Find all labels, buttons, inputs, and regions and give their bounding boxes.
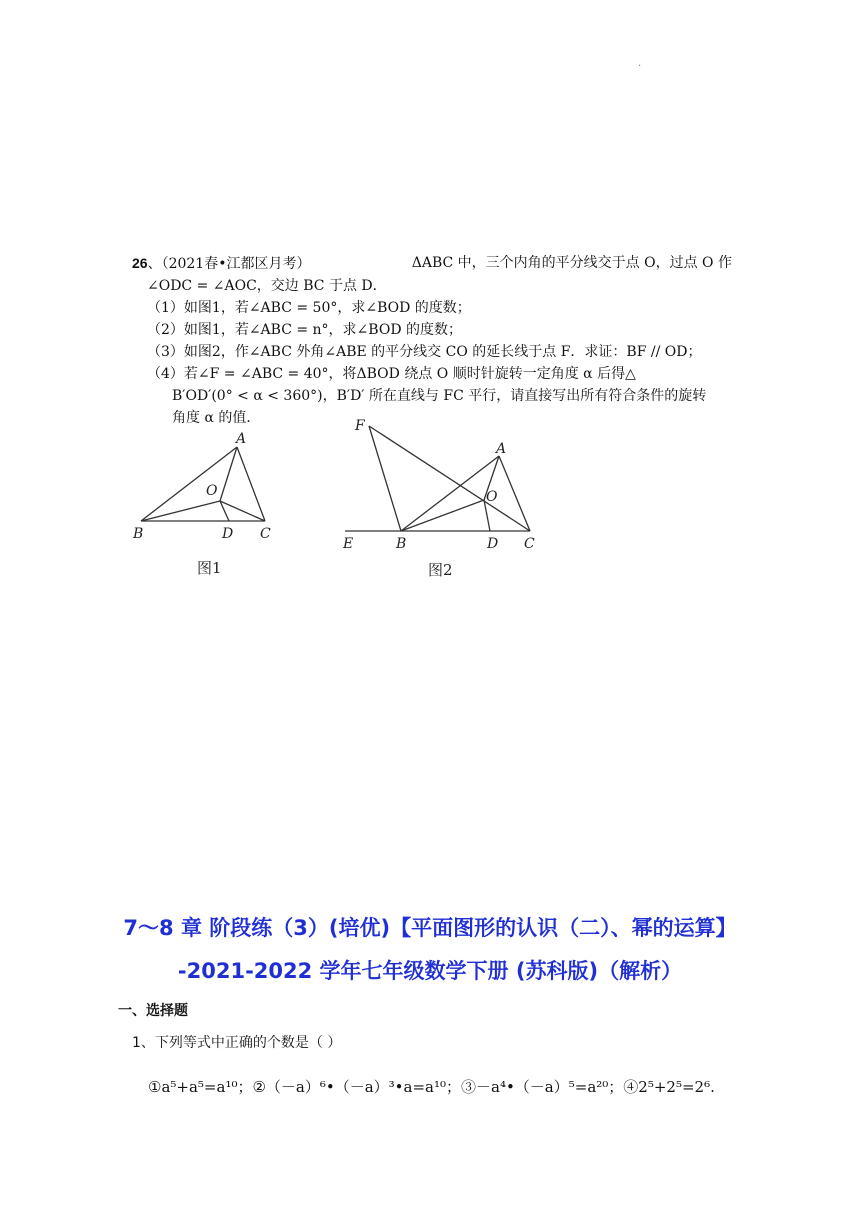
fig2-label-D: D: [487, 536, 499, 552]
problem-source: 、（2021春•江都区月考）: [147, 256, 311, 272]
fig2-label-E: E: [343, 536, 354, 552]
problem-line-2: ∠ODC = ∠AOC，交边 BC 于点 D．: [147, 278, 387, 294]
fig1-label-O: O: [206, 483, 218, 499]
problem-statement: ΔABC 中，三个内角的平分线交于点 O，过点 O 作: [411, 255, 732, 271]
fig1-label-C: C: [260, 526, 271, 542]
part-3: （3）如图2，作∠ABC 外角∠ABE 的平分线交 CO 的延长线于点 F．求证：BF // OD；: [147, 344, 702, 360]
question-1: 1、下列等式中正确的个数是（ ）: [132, 1035, 342, 1051]
question-1-options: ①a⁵+a⁵=a¹⁰；②（－a）⁶•（－a）³•a=a¹⁰；③－a⁴•（－a）⁵=a²⁰；④2⁵+2⁵=2⁶.: [148, 1078, 715, 1096]
fig2-label-C: C: [524, 536, 535, 552]
document-title-line-2: -2021-2022 学年七年级数学下册 (苏科版)（解析）: [177, 959, 683, 983]
document-title-line-1: 7～8 章 阶段练（3）(培优)【平面图形的认识（二）、幂的运算】: [123, 916, 737, 940]
part-2: （2）如图1，若∠ABC = n°，求∠BOD 的度数；: [147, 322, 462, 338]
part-4-line-b: B′OD′(0° < α < 360°)，B′D′ 所在直线与 FC 平行，请直接写出所有符合条件的旋转: [172, 388, 707, 404]
fig2-label-O: O: [486, 489, 498, 505]
part-4-line-c: 角度 α 的值．: [172, 410, 261, 426]
fig2-label-F: F: [355, 418, 365, 434]
fig2-label-B: B: [396, 536, 407, 552]
fig1-label-B: B: [133, 526, 144, 542]
fig2-label-A: A: [496, 441, 507, 457]
part-1: （1）如图1，若∠ABC = 50°，求∠BOD 的度数；: [147, 300, 471, 316]
part-4-text-a: （4）若∠F = ∠ABC = 40°，将ΔBOD 绕点 O 顺时针旋转一定角度 α 后得△: [147, 366, 636, 382]
problem-number: 26: [132, 255, 148, 271]
page-mark: .: [638, 58, 642, 69]
fig1-label-D: D: [222, 526, 234, 542]
section-heading: 一、选择题: [118, 1003, 188, 1019]
fig1-caption: 图1: [197, 559, 222, 577]
fig2-caption: 图2: [428, 561, 453, 579]
fig1-label-A: A: [236, 431, 247, 447]
figure-1-lines: [141, 447, 265, 521]
